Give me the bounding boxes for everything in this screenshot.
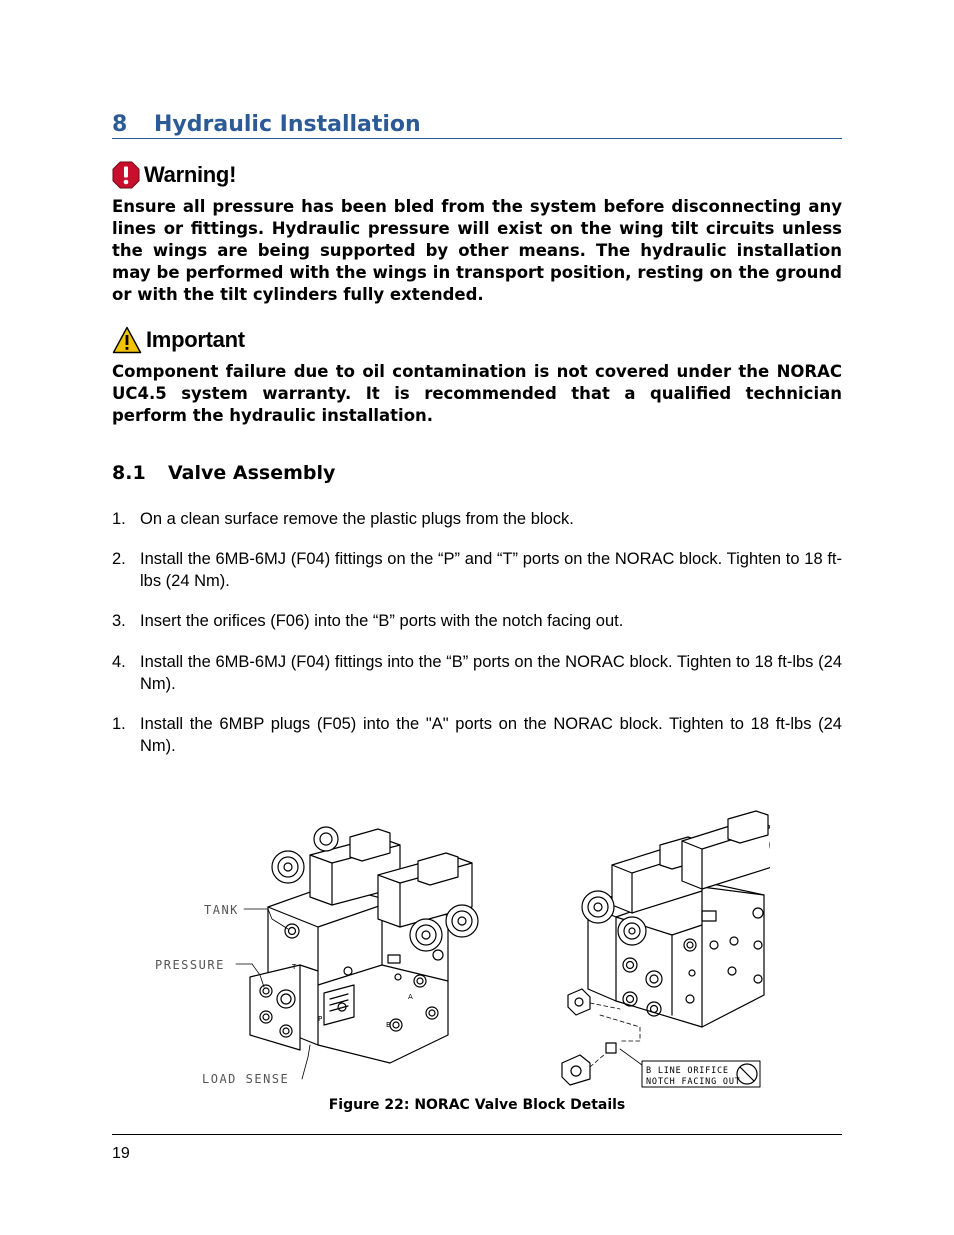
list-item-text: Install the 6MBP plugs (F05) into the "A" ports on the NORAC block. Tighten to 18 ft-lbs (24 Nm). [140,715,842,755]
port-letter-b: B [386,1021,391,1029]
list-item-number: 2. [112,550,126,568]
important-title: Important [146,327,245,352]
footer-divider [112,1134,842,1135]
page-number: 19 [112,1145,130,1162]
right-valve-block [562,811,770,1087]
list-item-number: 1. [112,510,126,528]
section-heading [112,112,842,139]
list-item-text: Install the 6MB-6MJ (F04) fittings into the “B” ports on the NORAC block. Tighten to 18 ft-lbs (24 Nm). [140,653,842,693]
list-item [112,548,842,592]
tank-label: TANK [204,903,239,917]
left-valve-block [250,827,478,1063]
orifice-label-line2: NOTCH FACING OUT [646,1077,741,1087]
list-item-number: 4. [112,653,126,671]
port-letter-a: A [408,993,413,1001]
list-item [112,713,842,757]
list-item [112,508,842,530]
warning-text: Ensure all pressure has been bled from the system before disconnecting any lines or fittings. Hydraulic pressure will exist on the wing tilt circuits unless the wings are being supported by other means. The hydraulic installation may be performed with the wings in transport position, resting on the ground or with the tilt cylinders fully extended. [112,197,842,304]
subsection-heading [112,462,335,484]
list-item-text: Insert the orifices (F06) into the “B” ports with the notch facing out. [140,612,624,630]
important-text: Component failure due to oil contamination is not covered under the NORAC UC4.5 system warranty. It is recommended that a qualified technician perform the hydraulic installation. [112,362,842,425]
port-letter-t: T [292,963,297,971]
valve-block-drawing [150,795,770,1095]
warning-stop-icon [112,161,140,189]
list-item [112,651,842,695]
caution-triangle-icon [112,326,142,354]
list-item-text: On a clean surface remove the plastic plugs from the block. [140,510,574,528]
list-item-number: 3. [112,612,126,630]
warning-title: Warning! [144,162,237,187]
list-item [112,610,842,632]
section-number: 8 [112,112,128,137]
port-letter-p: P [318,1015,323,1023]
figure-caption: Figure 22: NORAC Valve Block Details [328,1097,626,1113]
list-item-number: 1. [112,715,126,733]
subsection-title: Valve Assembly [168,462,336,484]
pressure-label: PRESSURE [155,958,225,972]
orifice-label-line1: B LINE ORIFICE [646,1066,729,1076]
list-item-text: Install the 6MB-6MJ (F04) fittings on the “P” and “T” ports on the NORAC block. Tighten to 18 ft-lbs (24 Nm). [140,550,842,590]
section-title: Hydraulic Installation [154,112,421,137]
subsection-number: 8.1 [112,462,146,484]
warning-heading [112,161,236,189]
load-sense-label: LOAD SENSE [202,1072,290,1086]
important-heading [112,326,245,354]
